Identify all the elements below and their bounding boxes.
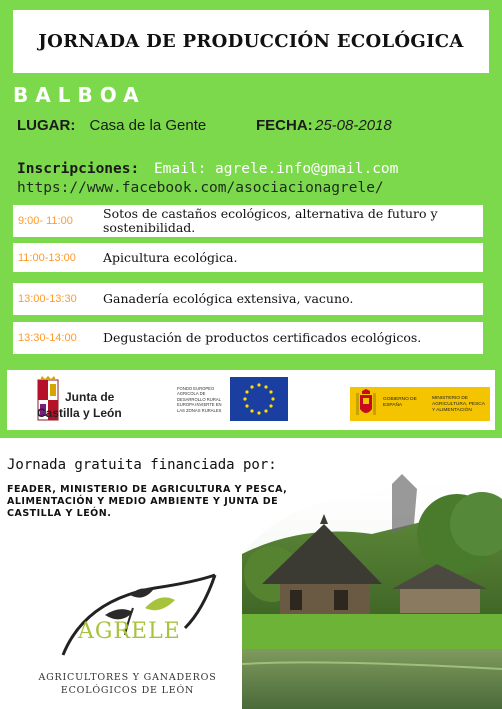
ministerio-text: MINISTERIO DE AGRICULTURA, PESCA Y ALIMENTACIÓN xyxy=(432,396,485,413)
jcyl-line2: Castilla y León xyxy=(37,406,122,420)
schedule-desc: Apicultura ecológica. xyxy=(103,249,238,265)
schedule-row xyxy=(13,322,483,354)
spain-coat-of-arms-icon xyxy=(354,389,378,419)
inscripciones-label: Inscripciones: xyxy=(17,161,140,177)
funders-text: FEADER, MINISTERIO DE AGRICULTURA Y PESCA, ALIMENTACIÓN Y MEDIO AMBIENTE Y JUNTA DE CASTILLA Y LEÓN. xyxy=(7,484,288,519)
schedule-time: 11:00-13:00 xyxy=(18,251,76,264)
schedule-desc: Ganadería ecológica extensiva, vacuno. xyxy=(103,291,354,306)
eu-feader-text: FONDO EUROPEO AGRICOLA DE DESARROLLO RURAL EUROPA INVIERTE EN LAS ZONAS RURALES xyxy=(177,386,222,413)
landscape-photo xyxy=(242,464,502,709)
agrele-name: AGRELE xyxy=(78,619,181,644)
agrele-subtitle: AGRICULTORES Y GANADEROS ECOLÓGICOS DE LEÓN xyxy=(38,672,217,696)
place-name: BALBOA xyxy=(13,83,146,107)
jcyl-line1: Junta de xyxy=(65,390,115,404)
schedule-row xyxy=(13,283,483,315)
lugar-label: LUGAR: xyxy=(17,117,76,134)
page-title: JORNADA DE PRODUCCIÓN ECOLÓGICA xyxy=(38,31,464,52)
schedule-time: 9:00- 11:00 xyxy=(18,215,73,227)
schedule-row xyxy=(13,243,483,272)
schedule-time: 13:30-14:00 xyxy=(18,332,77,344)
fecha-value: 25-08-2018 xyxy=(315,117,392,134)
eu-feader-logo xyxy=(177,376,297,422)
lugar-value: Casa de la Gente xyxy=(89,117,207,134)
title-box xyxy=(13,10,489,73)
schedule-row xyxy=(13,205,483,237)
sponsor-logos xyxy=(7,370,495,430)
eu-flag-icon xyxy=(230,377,288,421)
registration-block xyxy=(17,160,398,198)
schedule-desc: Degustación de productos certificados ecológicos. xyxy=(103,330,422,345)
gobierno-text: GOBIERNO DE ESPAÑA xyxy=(383,397,417,408)
financing-title: Jornada gratuita financiada por: xyxy=(7,457,277,473)
jcyl-logo xyxy=(37,376,147,424)
ministry-logo xyxy=(350,387,490,421)
schedule-desc: Sotos de castaños ecológicos, alternativa de futuro y sostenibilidad. xyxy=(103,206,438,235)
fecha-label: FECHA: xyxy=(256,117,313,134)
email-link[interactable]: Email: agrele.info@gmail.com xyxy=(153,161,399,177)
schedule-time: 13:00-13:30 xyxy=(18,293,77,305)
facebook-link[interactable]: https://www.facebook.com/asociacionagrele/ xyxy=(17,180,384,196)
location-date-row xyxy=(17,117,392,134)
